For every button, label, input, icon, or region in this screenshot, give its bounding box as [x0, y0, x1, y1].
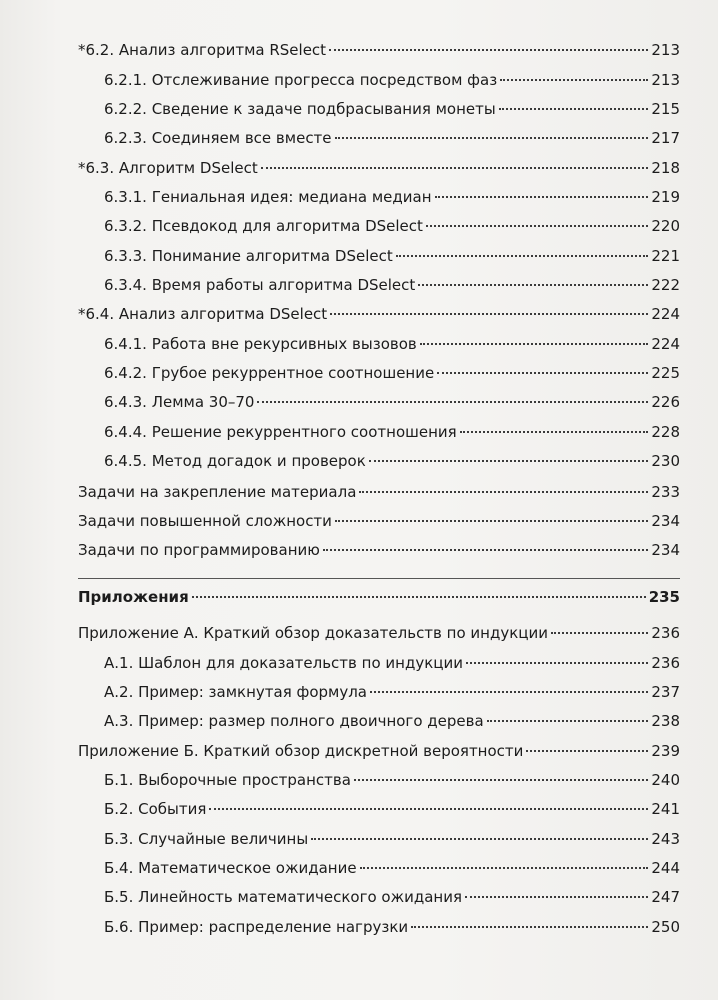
toc-entry	[104, 829, 680, 849]
toc-entry-page: 234	[651, 512, 680, 530]
toc-entry-title: *6.2. Анализ алгоритма RSelect	[78, 41, 327, 59]
leader-dots	[426, 225, 648, 227]
toc-entry	[104, 392, 680, 412]
toc-entry	[104, 858, 680, 878]
toc-entry	[78, 482, 680, 502]
toc-entry-page: 234	[651, 541, 680, 559]
leader-dots	[335, 520, 648, 522]
toc-entry	[78, 511, 680, 531]
toc-entry-title: Приложения	[78, 588, 189, 606]
toc-entry	[78, 540, 680, 560]
toc-entry-page: 233	[651, 483, 680, 501]
leader-dots	[335, 137, 649, 139]
leader-dots	[435, 196, 649, 198]
toc-entry-title: *6.3. Алгоритм DSelect	[78, 159, 258, 177]
toc-entry-title: Задачи повышенной сложности	[78, 512, 332, 530]
toc-entry-title: 6.2.2. Сведение к задаче подбрасывания монеты	[104, 100, 496, 118]
leader-dots	[411, 926, 648, 928]
toc-entry-title: А.1. Шаблон для доказательств по индукции	[104, 654, 463, 672]
leader-dots	[466, 662, 648, 664]
toc-entry-title: 6.3.2. Псевдокод для алгоритма DSelect	[104, 217, 423, 235]
toc-entry	[104, 799, 680, 819]
toc-entry-title: Б.3. Случайные величины	[104, 830, 309, 848]
toc-entry-page: 219	[651, 188, 680, 206]
toc-entry-page: 239	[651, 742, 680, 760]
leader-dots	[311, 838, 648, 840]
toc-entry-title: Приложение А. Краткий обзор доказательств по индукции	[78, 624, 548, 642]
toc-entry-title: 6.4.2. Грубое рекуррентное соотношение	[104, 364, 435, 382]
toc-entry-page: 241	[651, 800, 680, 818]
leader-dots	[369, 460, 649, 462]
toc-entry-page: 244	[651, 859, 680, 877]
toc-entry-page: 222	[651, 276, 680, 294]
toc-entry-title: 6.3.3. Понимание алгоритма DSelect	[104, 247, 393, 265]
toc-entry	[104, 99, 680, 119]
toc-entry-page: 213	[651, 71, 680, 89]
toc-entry	[104, 187, 680, 207]
toc-entry	[104, 887, 680, 907]
leader-dots	[192, 596, 646, 598]
toc-entry-title: Б.4. Математическое ожидание	[104, 859, 357, 877]
leader-dots	[329, 49, 648, 51]
toc-entry	[78, 304, 680, 324]
toc-entry	[104, 422, 680, 442]
leader-dots	[330, 313, 648, 315]
toc-entry-page: 236	[651, 624, 680, 642]
leader-dots	[209, 808, 648, 810]
toc-entry-page: 247	[651, 888, 680, 906]
leader-dots	[437, 372, 648, 374]
toc-entry	[104, 216, 680, 236]
toc-entry-title: А.3. Пример: размер полного двоичного дерева	[104, 712, 484, 730]
leader-dots	[359, 491, 648, 493]
leader-dots	[551, 632, 648, 634]
toc-entry-title: Приложение Б. Краткий обзор дискретной вероятности	[78, 742, 524, 760]
toc-entry-title: 6.3.4. Время работы алгоритма DSelect	[104, 276, 416, 294]
toc-entry-title: 6.4.4. Решение рекуррентного соотношения	[104, 423, 457, 441]
leader-dots	[323, 549, 648, 551]
leader-dots	[360, 867, 649, 869]
toc-entry-title: Задачи по программированию	[78, 541, 320, 559]
toc-entry	[78, 623, 680, 643]
toc-entry	[104, 917, 680, 937]
leader-dots	[396, 255, 649, 257]
toc-entry	[104, 682, 680, 702]
toc-entry	[104, 363, 680, 383]
toc-entry-title: 6.4.3. Лемма 30–70	[104, 393, 255, 411]
toc-entry-title: 6.4.1. Работа вне рекурсивных вызовов	[104, 335, 417, 353]
leader-dots	[420, 343, 649, 345]
leader-dots	[261, 167, 649, 169]
toc-entry-page: 225	[651, 364, 680, 382]
toc-entry-page: 250	[651, 918, 680, 936]
toc-entry-page: 228	[651, 423, 680, 441]
toc-entry	[104, 451, 680, 471]
toc-entry	[104, 70, 680, 90]
toc-entry-page: 224	[651, 305, 680, 323]
toc-entry-page: 220	[651, 217, 680, 235]
toc-entry-page: 213	[651, 41, 680, 59]
toc-entry-page: 235	[648, 588, 680, 606]
toc-entry-title: Б.1. Выборочные пространства	[104, 771, 351, 789]
toc-entry-page: 230	[651, 452, 680, 470]
leader-dots	[526, 750, 648, 752]
leader-dots	[257, 401, 648, 403]
toc-entry-title: *6.4. Анализ алгоритма DSelect	[78, 305, 328, 323]
toc-entry-page: 237	[651, 683, 680, 701]
toc-entry-page: 217	[651, 129, 680, 147]
toc-entry	[78, 40, 680, 60]
toc-entry-page: 236	[651, 654, 680, 672]
toc-entry-title: А.2. Пример: замкнутая формула	[104, 683, 367, 701]
toc-entry-title: 6.2.3. Соединяем все вместе	[104, 129, 332, 147]
toc-entry-page: 240	[651, 771, 680, 789]
toc-entry-page: 215	[651, 100, 680, 118]
leader-dots	[465, 896, 648, 898]
toc-entry-title: 6.3.1. Гениальная идея: медиана медиан	[104, 188, 432, 206]
toc-entry-page: 218	[651, 159, 680, 177]
toc-entry-title: 6.4.5. Метод догадок и проверок	[104, 452, 366, 470]
toc-entry	[78, 741, 680, 761]
toc-entry-title: 6.2.1. Отслеживание прогресса посредством фаз	[104, 71, 498, 89]
leader-dots	[354, 779, 648, 781]
toc-entry-page: 226	[651, 393, 680, 411]
toc-entry	[104, 653, 680, 673]
toc-entry	[104, 770, 680, 790]
leader-dots	[418, 284, 648, 286]
leader-dots	[460, 431, 649, 433]
toc-entry-page: 243	[651, 830, 680, 848]
toc-entry-title: Б.2. События	[104, 800, 207, 818]
toc-entry-page: 224	[651, 335, 680, 353]
leader-dots	[487, 720, 649, 722]
section-divider	[78, 578, 680, 579]
leader-dots	[370, 691, 648, 693]
toc-section-heading	[78, 587, 680, 607]
toc-entry-title: Б.5. Линейность математического ожидания	[104, 888, 462, 906]
toc-entry-page: 221	[651, 247, 680, 265]
leader-dots	[500, 79, 648, 81]
toc-entry-title: Б.6. Пример: распределение нагрузки	[104, 918, 409, 936]
leader-dots	[499, 108, 649, 110]
toc-entry	[104, 246, 680, 266]
toc-entry-page: 238	[651, 712, 680, 730]
toc-entry	[104, 334, 680, 354]
toc-entry-title: Задачи на закрепление материала	[78, 483, 357, 501]
toc-entry	[104, 275, 680, 295]
toc-entry	[104, 128, 680, 148]
toc-entry	[78, 158, 680, 178]
toc-entry	[104, 711, 680, 731]
